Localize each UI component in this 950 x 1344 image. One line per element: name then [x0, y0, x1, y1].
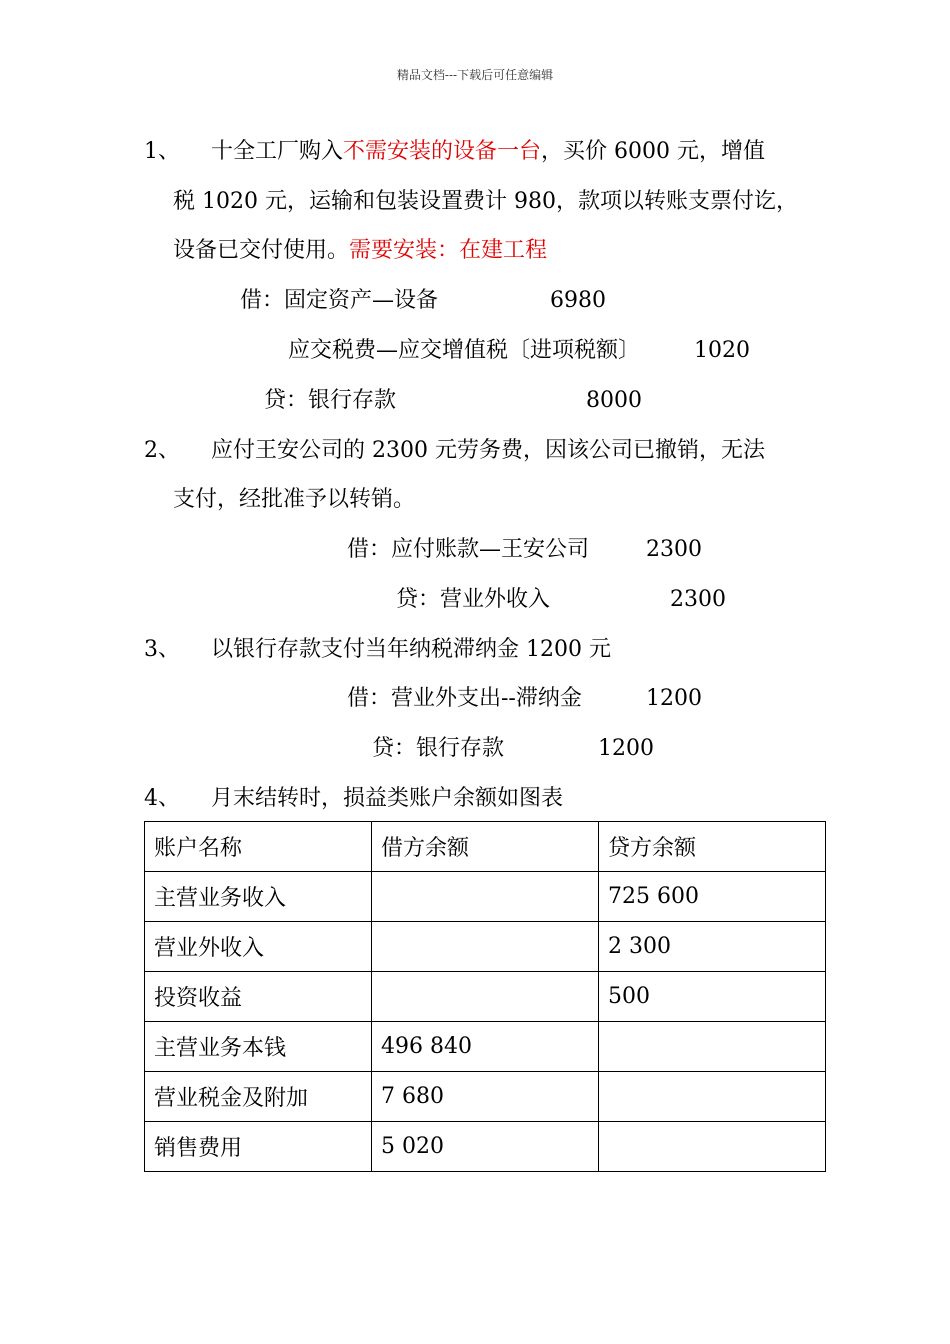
q1-text-b: ，买价 6000 元，增值 [541, 139, 766, 164]
q1-debit-1-label: 借：固定资产—设备 [240, 288, 439, 313]
cell-account: 主营业务收入 [145, 872, 372, 922]
q1-number: 1、 [144, 139, 180, 164]
q1-line-3-text: 设备已交付使用。 [173, 238, 350, 263]
q1-debit-2-amount: 1020 [694, 338, 750, 363]
cell-credit: 2 300 [599, 922, 826, 972]
q2-credit-label: 贷：营业外收入 [396, 587, 551, 612]
table-row [145, 922, 826, 972]
q4-line-1: 月末结转时，损益类账户余额如图表 [211, 786, 564, 811]
q1-line-3 [173, 236, 547, 266]
q1-text-a: 十全工厂购入 [211, 139, 344, 164]
q1-line-3-highlight: 需要安装：在建工程 [349, 238, 548, 263]
cell-account: 营业税金及附加 [145, 1072, 372, 1122]
q1-debit-2-label: 应交税费—应交增值税〔进项税额〕 [288, 338, 641, 363]
q2-number: 2、 [144, 438, 180, 463]
cell-debit [372, 872, 599, 922]
cell-credit: 500 [599, 972, 826, 1022]
header-debit-balance: 借方余额 [372, 822, 599, 872]
cell-account: 营业外收入 [145, 922, 372, 972]
table-row [145, 872, 826, 922]
account-balance-table [144, 821, 826, 1172]
q3-credit-amount: 1200 [598, 736, 654, 761]
header-credit-balance: 贷方余额 [599, 822, 826, 872]
cell-debit [372, 922, 599, 972]
q4-number: 4、 [144, 786, 180, 811]
q1-credit-amount: 8000 [586, 388, 642, 413]
cell-credit [599, 1072, 826, 1122]
table-header-row [145, 822, 826, 872]
q1-credit-label: 贷：银行存款 [264, 388, 397, 413]
table-row [145, 1022, 826, 1072]
q1-debit-1-amount: 6980 [550, 288, 606, 313]
cell-credit: 725 600 [599, 872, 826, 922]
cell-debit [372, 972, 599, 1022]
q2-line-2: 支付，经批准予以转销。 [173, 487, 416, 512]
q1-line-2: 税 1020 元，运输和包装设置费计 980，款项以转账支票付讫， [173, 189, 798, 214]
cell-account: 销售费用 [145, 1122, 372, 1172]
q2-debit-label: 借：应付账款—王安公司 [347, 537, 590, 562]
q1-text-highlight: 不需安装的设备一台 [343, 139, 542, 164]
header-account-name: 账户名称 [145, 822, 372, 872]
q3-credit-label: 贷：银行存款 [372, 736, 505, 761]
cell-account: 主营业务本钱 [145, 1022, 372, 1072]
cell-debit: 5 020 [372, 1122, 599, 1172]
q3-debit-label: 借：营业外支出--滞纳金 [347, 686, 582, 711]
cell-account: 投资收益 [145, 972, 372, 1022]
q2-line-1: 应付王安公司的 2300 元劳务费，因该公司已撤销，无法 [211, 438, 765, 463]
cell-credit [599, 1022, 826, 1072]
q1-line-1 [211, 137, 765, 167]
table-row [145, 1072, 826, 1122]
page-header: 精品文档---下载后可任意编辑 [396, 68, 554, 82]
table-row [145, 1122, 826, 1172]
q2-credit-amount: 2300 [670, 587, 726, 612]
cell-debit: 496 840 [372, 1022, 599, 1072]
q3-line-1: 以银行存款支付当年纳税滞纳金 1200 元 [211, 637, 611, 662]
q2-debit-amount: 2300 [646, 537, 702, 562]
cell-credit [599, 1122, 826, 1172]
q3-debit-amount: 1200 [646, 686, 702, 711]
cell-debit: 7 680 [372, 1072, 599, 1122]
q3-number: 3、 [144, 637, 180, 662]
table-row [145, 972, 826, 1022]
